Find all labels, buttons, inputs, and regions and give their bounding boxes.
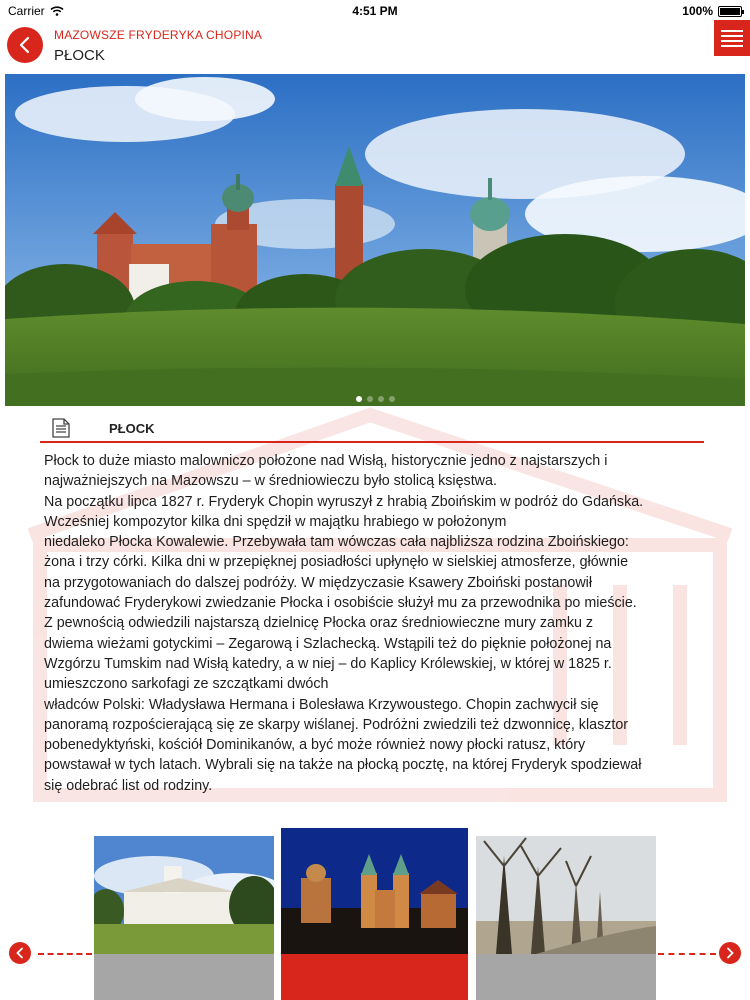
back-button[interactable]	[7, 27, 43, 63]
carousel-dots	[5, 396, 745, 402]
chevron-left-icon	[15, 947, 25, 959]
article-line: dwiema wieżami gotyckimi – Zegarową i Szlachecką. Wstąpili też do pięknie położonej na	[44, 635, 612, 652]
gallery-thumb-cathedral-night[interactable]	[281, 828, 468, 1000]
status-bar	[0, 0, 750, 22]
article-line: panoramą rozpościerającą się ze skarpy wiślanej. Podróżni zwiedzili też dzwonnicę, klasztor	[44, 716, 629, 733]
gallery-dashed-line-left	[38, 953, 92, 955]
thumb-image-cathedral-night	[281, 828, 468, 954]
hero-image-plock-skyline	[5, 74, 745, 406]
gallery-prev-button[interactable]	[9, 942, 31, 964]
article-line: żona i trzy córki. Kilka dni w przepięknej posiadłości upłynęło w sielskiej atmosferze, głównie	[44, 554, 629, 571]
battery-fill	[720, 8, 740, 15]
chevron-left-icon	[17, 36, 33, 54]
gallery-next-button[interactable]	[719, 942, 741, 964]
carousel-dot[interactable]	[367, 396, 373, 402]
battery-icon	[718, 6, 742, 17]
carousel-dot[interactable]	[378, 396, 384, 402]
thumb-caption-bar	[94, 954, 274, 1000]
status-right	[682, 4, 742, 18]
article-line: na przygotowaniach do dalszej podróży. W międzyczasie Ksawery Zboiński postanowił	[44, 574, 593, 591]
header-title: PŁOCK	[54, 47, 105, 64]
status-time: 4:51 PM	[352, 4, 398, 18]
thumb-image-tree-alley	[476, 836, 656, 954]
thumb-caption-bar	[281, 954, 468, 1000]
article-line: Na początku lipca 1827 r. Fryderyk Chopin wyruszył z hrabią Zboińskim w podróż do Gdańska.	[44, 493, 644, 510]
article-line: zafundować Fryderykowi zwiedzanie Płocka i osobiście służył mu za przewodnika po mieście.	[44, 595, 637, 612]
gallery-thumb-tree-alley[interactable]	[476, 836, 656, 1000]
article-line: pobenedyktyński, kościół Dominikanów, a być może również nowy płocki ratusz, który	[44, 737, 586, 754]
carousel-dot[interactable]	[356, 396, 362, 402]
section-title: PŁOCK	[109, 421, 155, 436]
thumb-image-palace	[94, 836, 274, 954]
hero-carousel[interactable]	[5, 74, 745, 406]
menu-button[interactable]	[714, 20, 750, 56]
chevron-right-icon	[725, 947, 735, 959]
article-line: władców Polski: Władysława Hermana i Bolesława Krzywoustego. Chopin zachwycił się	[44, 696, 599, 713]
article-line: Płock to duże miasto malowniczo położone nad Wisłą, historycznie jedno z najstarszych i	[44, 453, 608, 469]
header-subtitle: MAZOWSZE FRYDERYKA CHOPINA	[54, 28, 263, 42]
article-line: niedaleko Płocka Kowalewie. Przebywała tam wówczas cała najbliższa rodzina Zboińskiego:	[44, 534, 629, 551]
battery-percent: 100%	[682, 4, 713, 18]
article-line: Z pewnością odwiedzili najstarszą dzielnicę Płocka oraz średniowieczne mury zamku z	[44, 615, 594, 632]
gallery-thumb-palace[interactable]	[94, 836, 274, 1000]
document-icon	[52, 418, 70, 438]
article-line: powstawał w tych latach. Wybrali się na także na płocką pocztę, na której Fryderyk spodziewał	[44, 757, 642, 774]
carousel-dot[interactable]	[389, 396, 395, 402]
section-divider	[40, 441, 704, 443]
article-line: najważniejszych na Mazowszu – w średniowieczu było stolicą księstwa.	[44, 473, 497, 490]
article-line: umieszczono sarkofagi ze szczątkami dwóch	[44, 676, 329, 693]
thumb-caption-bar	[476, 954, 656, 1000]
article-body	[44, 451, 710, 796]
gallery-dashed-line-right	[658, 953, 716, 955]
hamburger-menu-icon	[721, 29, 743, 47]
article-line: Wcześniej kompozytor kilka dni spędził w majątku hrabiego w położonym	[44, 513, 507, 530]
carrier-label: Carrier	[8, 4, 45, 18]
article-line: się odebrać list od rodziny.	[44, 777, 213, 794]
article-line: Wzgórzu Tumskim nad Wisłą katedry, a w niej – do Kaplicy Królewskiej, w której w 1825 r.	[44, 655, 612, 672]
